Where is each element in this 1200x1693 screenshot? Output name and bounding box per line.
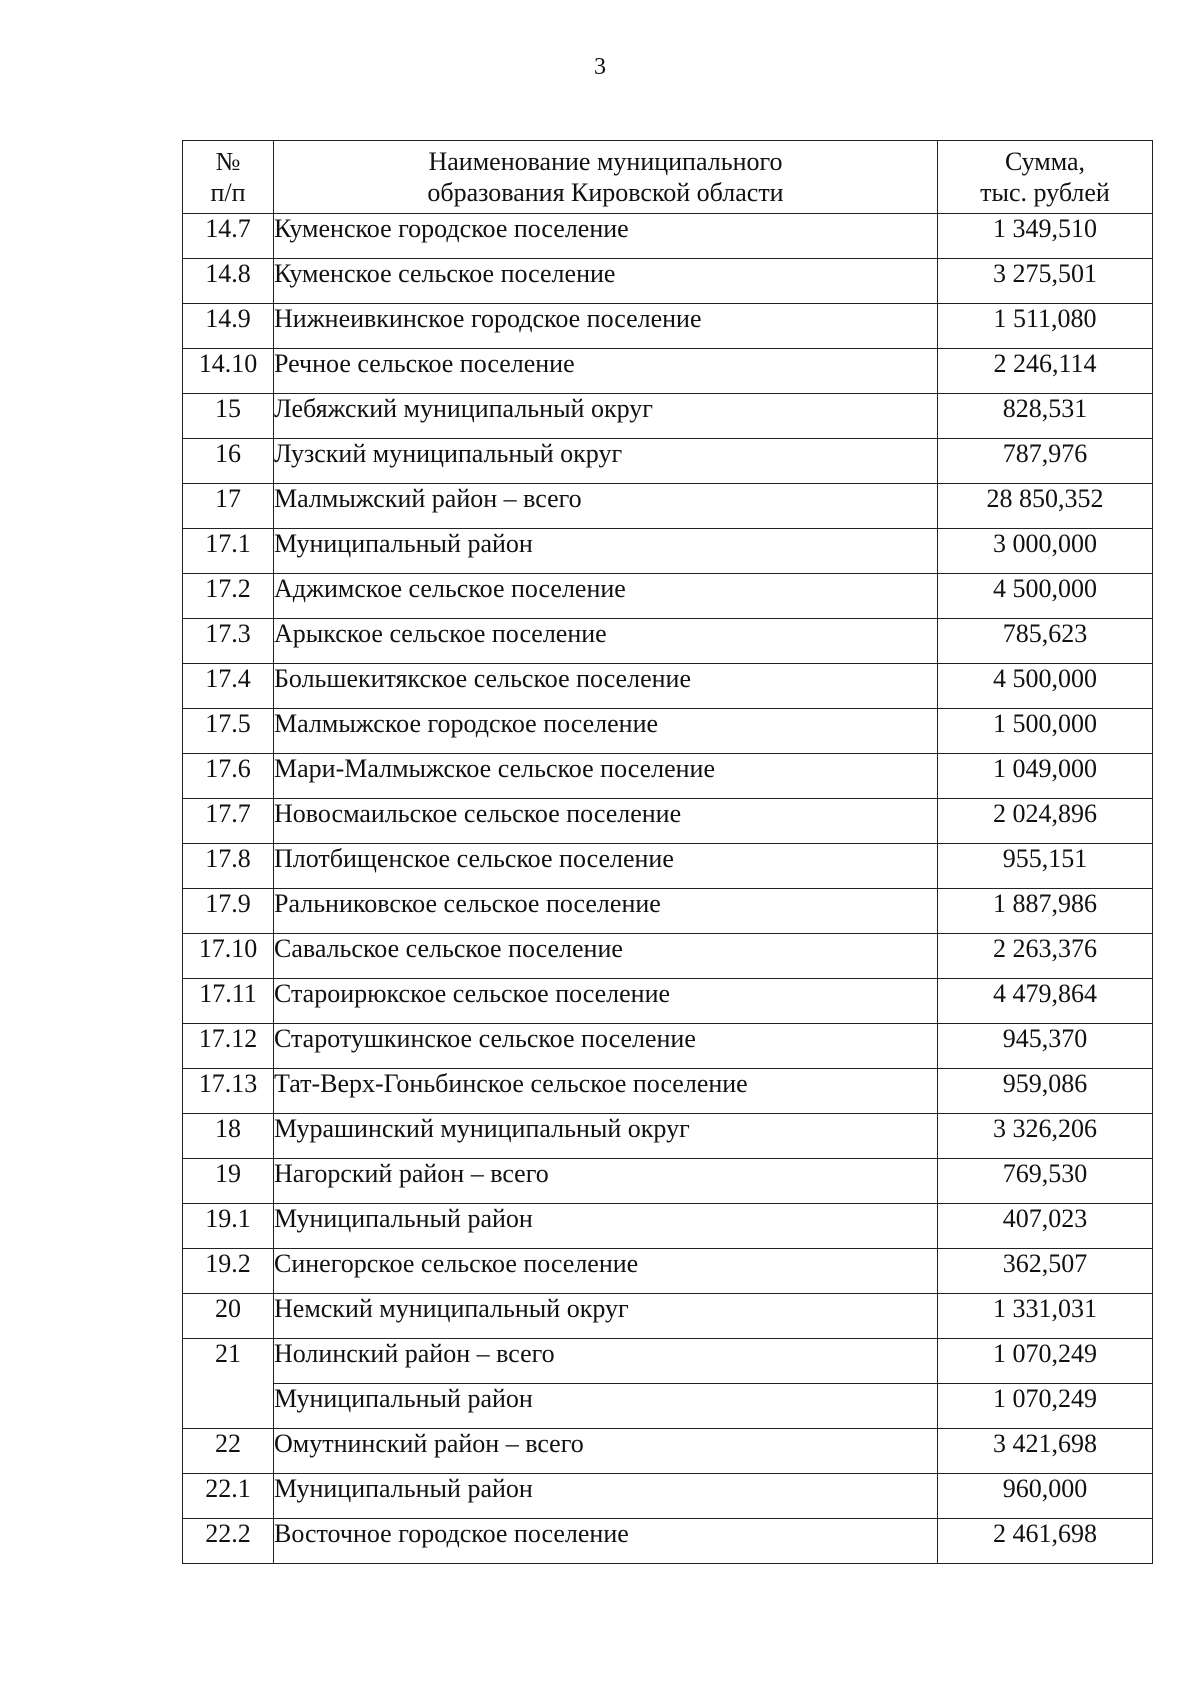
row-municipality-name: Староирюкское сельское поселение [274, 979, 938, 1024]
table-row [183, 484, 1153, 529]
row-sum: 4 500,000 [938, 664, 1153, 709]
page-number: 3 [594, 54, 606, 80]
table-row [183, 214, 1153, 259]
header-number [183, 141, 274, 214]
header-sum [938, 141, 1153, 214]
table-row [183, 439, 1153, 484]
row-municipality-name: Малмыжское городское поселение [274, 709, 938, 754]
row-number: 19 [183, 1159, 274, 1204]
table-row [183, 664, 1153, 709]
table-row [183, 799, 1153, 844]
row-sum: 2 246,114 [938, 349, 1153, 394]
row-municipality-name: Нагорский район – всего [274, 1159, 938, 1204]
row-sum: 4 500,000 [938, 574, 1153, 619]
table-row [183, 709, 1153, 754]
row-municipality-name: Малмыжский район – всего [274, 484, 938, 529]
row-municipality-name: Новосмаильское сельское поселение [274, 799, 938, 844]
header-name [274, 141, 938, 214]
row-number: 17 [183, 484, 274, 529]
row-sum: 3 000,000 [938, 529, 1153, 574]
row-sum: 1 500,000 [938, 709, 1153, 754]
table-row [183, 1204, 1153, 1249]
row-number: 19.2 [183, 1249, 274, 1294]
municipal-sum-table [182, 140, 1153, 1564]
row-number: 14.7 [183, 214, 274, 259]
row-number: 22 [183, 1429, 274, 1474]
table-row [183, 1294, 1153, 1339]
row-number: 17.8 [183, 844, 274, 889]
row-municipality-name: Арыкское сельское поселение [274, 619, 938, 664]
row-sum: 4 479,864 [938, 979, 1153, 1024]
table-row [183, 1069, 1153, 1114]
row-number: 17.6 [183, 754, 274, 799]
row-municipality-name: Синегорское сельское поселение [274, 1249, 938, 1294]
table-row [183, 979, 1153, 1024]
row-municipality-name: Мари-Малмыжское сельское поселение [274, 754, 938, 799]
header-number-line-2: п/п [210, 178, 246, 207]
row-number: 14.8 [183, 259, 274, 304]
row-sum: 1 331,031 [938, 1294, 1153, 1339]
row-municipality-name: Нижнеивкинское городское поселение [274, 304, 938, 349]
row-sum: 407,023 [938, 1204, 1153, 1249]
row-sum: 1 070,249 [938, 1384, 1153, 1429]
row-municipality-name: Куменское городское поселение [274, 214, 938, 259]
row-number: 17.12 [183, 1024, 274, 1069]
row-sum: 1 887,986 [938, 889, 1153, 934]
table-row [183, 529, 1153, 574]
row-sum: 3 421,698 [938, 1429, 1153, 1474]
row-municipality-name: Омутнинский район – всего [274, 1429, 938, 1474]
table-row [183, 1384, 1153, 1429]
row-number: 17.5 [183, 709, 274, 754]
table-row [183, 1519, 1153, 1564]
row-sum: 960,000 [938, 1474, 1153, 1519]
row-sum: 785,623 [938, 619, 1153, 664]
header-sum-line-2: тыс. рублей [980, 178, 1110, 207]
header-number-line-1: № [215, 147, 241, 176]
table-row [183, 1024, 1153, 1069]
table-row [183, 889, 1153, 934]
row-sum: 769,530 [938, 1159, 1153, 1204]
row-sum: 3 275,501 [938, 259, 1153, 304]
table-header-row [183, 141, 1153, 214]
row-number: 19.1 [183, 1204, 274, 1249]
table-row [183, 1159, 1153, 1204]
row-number: 21 [183, 1339, 274, 1429]
row-number: 17.7 [183, 799, 274, 844]
table-row [183, 619, 1153, 664]
row-municipality-name: Восточное городское поселение [274, 1519, 938, 1564]
table-row [183, 574, 1153, 619]
row-number: 17.13 [183, 1069, 274, 1114]
row-sum: 959,086 [938, 1069, 1153, 1114]
row-number: 17.3 [183, 619, 274, 664]
table-row [183, 1429, 1153, 1474]
row-municipality-name: Речное сельское поселение [274, 349, 938, 394]
row-sum: 2 024,896 [938, 799, 1153, 844]
table-row [183, 934, 1153, 979]
row-number: 17.11 [183, 979, 274, 1024]
row-number: 18 [183, 1114, 274, 1159]
row-sum: 1 049,000 [938, 754, 1153, 799]
table-row [183, 304, 1153, 349]
header-name-line-2: образования Кировской области [427, 178, 784, 207]
table-row [183, 1339, 1153, 1384]
table-row [183, 259, 1153, 304]
row-municipality-name: Лебяжский муниципальный округ [274, 394, 938, 439]
row-sum: 1 070,249 [938, 1339, 1153, 1384]
row-number: 20 [183, 1294, 274, 1339]
row-number: 15 [183, 394, 274, 439]
header-sum-line-1: Сумма, [1004, 147, 1086, 176]
row-number: 22.2 [183, 1519, 274, 1564]
row-sum: 945,370 [938, 1024, 1153, 1069]
row-municipality-name: Тат-Верх-Гоньбинское сельское поселение [274, 1069, 938, 1114]
row-municipality-name: Савальское сельское поселение [274, 934, 938, 979]
row-number: 16 [183, 439, 274, 484]
table-row [183, 844, 1153, 889]
table-row [183, 394, 1153, 439]
row-municipality-name: Муниципальный район [274, 1384, 938, 1429]
table-row [183, 349, 1153, 394]
table-row [183, 1249, 1153, 1294]
row-number: 17.10 [183, 934, 274, 979]
table-row [183, 1474, 1153, 1519]
row-municipality-name: Муниципальный район [274, 1204, 938, 1249]
row-municipality-name: Лузский муниципальный округ [274, 439, 938, 484]
row-number: 14.10 [183, 349, 274, 394]
row-sum: 787,976 [938, 439, 1153, 484]
row-sum: 28 850,352 [938, 484, 1153, 529]
table-row [183, 754, 1153, 799]
row-sum: 1 511,080 [938, 304, 1153, 349]
row-sum: 828,531 [938, 394, 1153, 439]
row-number: 17.2 [183, 574, 274, 619]
row-municipality-name: Плотбищенское сельское поселение [274, 844, 938, 889]
row-sum: 1 349,510 [938, 214, 1153, 259]
row-sum: 2 263,376 [938, 934, 1153, 979]
row-number: 17.4 [183, 664, 274, 709]
row-municipality-name: Муниципальный район [274, 529, 938, 574]
row-number: 22.1 [183, 1474, 274, 1519]
row-municipality-name: Мурашинский муниципальный округ [274, 1114, 938, 1159]
row-municipality-name: Старотушкинское сельское поселение [274, 1024, 938, 1069]
row-municipality-name: Ральниковское сельское поселение [274, 889, 938, 934]
row-municipality-name: Муниципальный район [274, 1474, 938, 1519]
row-number: 17.9 [183, 889, 274, 934]
row-municipality-name: Аджимское сельское поселение [274, 574, 938, 619]
row-sum: 362,507 [938, 1249, 1153, 1294]
table-body [183, 214, 1153, 1564]
row-municipality-name: Нолинский район – всего [274, 1339, 938, 1384]
row-municipality-name: Большекитякское сельское поселение [274, 664, 938, 709]
row-number: 14.9 [183, 304, 274, 349]
header-name-line-1: Наименование муниципального [428, 147, 783, 176]
row-municipality-name: Немский муниципальный округ [274, 1294, 938, 1339]
row-sum: 955,151 [938, 844, 1153, 889]
row-number: 17.1 [183, 529, 274, 574]
table-row [183, 1114, 1153, 1159]
row-sum: 2 461,698 [938, 1519, 1153, 1564]
row-sum: 3 326,206 [938, 1114, 1153, 1159]
row-municipality-name: Куменское сельское поселение [274, 259, 938, 304]
